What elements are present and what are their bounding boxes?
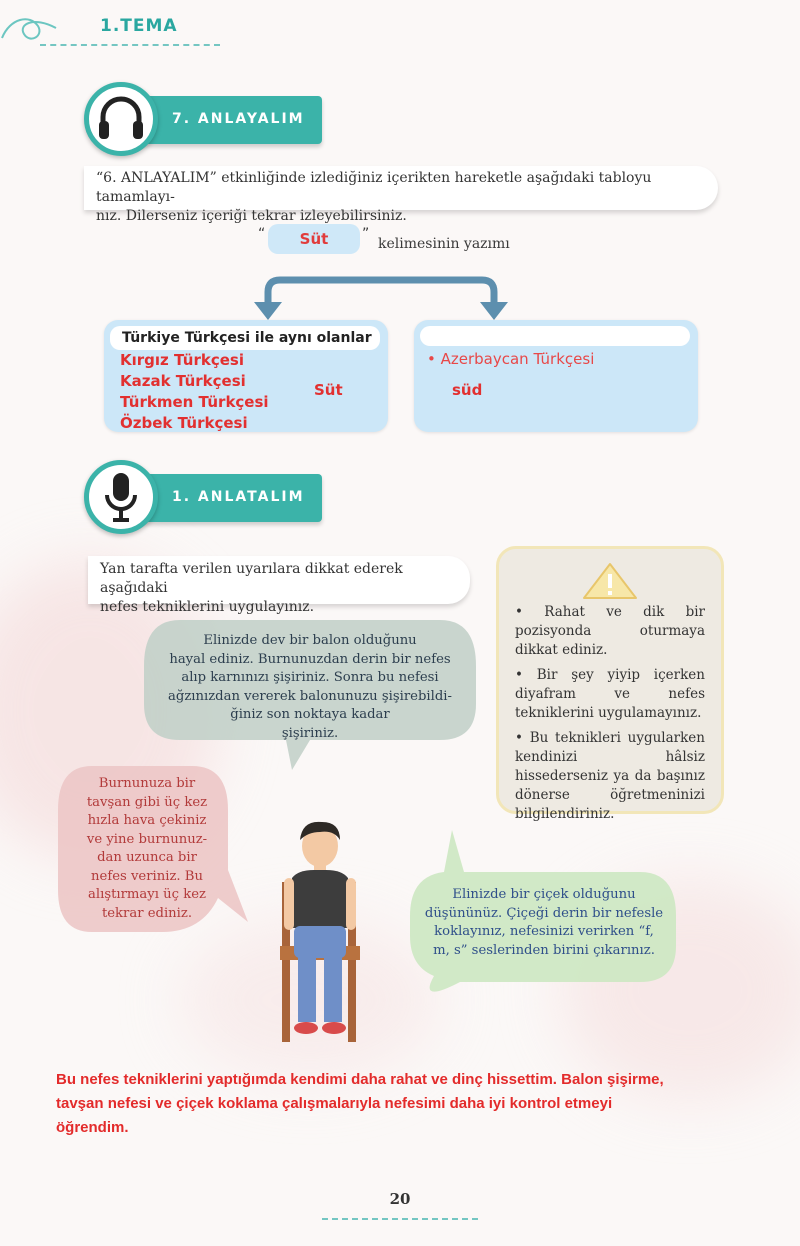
warning-item: • Bir şey yiyip içerken diyafram ve nefes tekniklerini uygulamayınız. bbox=[515, 667, 705, 721]
bubble-line: koklayınız, nefesinizi verirken “f, bbox=[434, 924, 654, 939]
instruction-box bbox=[88, 556, 470, 615]
bubble-line: Elinizde dev bir balon olduğunu bbox=[203, 633, 417, 648]
list-item: Kırgız Türkçesi bbox=[120, 351, 244, 369]
left-box-spelling: Süt bbox=[314, 381, 343, 399]
theme-title: 1.TEMA bbox=[100, 16, 178, 36]
bubble-line: şişiriniz. bbox=[281, 725, 339, 741]
bubble-line: Burnunuza bir bbox=[98, 776, 196, 791]
left-box-header: Türkiye Türkçesi ile aynı olanlar bbox=[110, 326, 380, 350]
right-box-spelling: süd bbox=[452, 381, 483, 399]
bubble-line: Elinizde bir çiçek olduğunu bbox=[452, 887, 636, 902]
list-item: Türkmen Türkçesi bbox=[120, 393, 269, 411]
instruction-line: Yan tarafta verilen uyarılara dikkat ederek aşağıdaki bbox=[100, 561, 403, 596]
banner-circle bbox=[84, 460, 158, 534]
bubble-line: tekrar ediniz. bbox=[101, 905, 193, 921]
page-number: 20 bbox=[389, 1190, 411, 1208]
word-answer-field[interactable]: Süt bbox=[268, 224, 360, 254]
instruction-box bbox=[84, 166, 718, 224]
left-box-list bbox=[120, 350, 269, 434]
bubble-line: ağzınızdan vererek balonunuzu şişirebildi- bbox=[168, 688, 452, 704]
flower-bubble-text bbox=[412, 886, 676, 960]
right-box-header bbox=[420, 326, 690, 346]
bubble-line: ğiniz son noktaya kadar bbox=[230, 707, 390, 722]
headphones-icon bbox=[89, 87, 153, 151]
boy-on-chair-illustration bbox=[270, 816, 370, 1046]
bubble-line: alıp karnınızı şişiriniz. Sonra bu nefesi bbox=[181, 670, 439, 685]
bubble-line: hayal ediniz. Burnunuzdan derin bir nefes bbox=[169, 651, 451, 667]
bubble-line: ve yine burnunuz- bbox=[86, 831, 208, 847]
warning-item: • Rahat ve dik bir pozisyonda oturmaya dikkat ediniz. bbox=[515, 604, 705, 658]
bubble-line: tavşan gibi üç kez bbox=[86, 794, 208, 810]
bubble-line: hızla hava çekiniz bbox=[87, 813, 207, 828]
bubble-line: m, s” seslerinden birini çıkarınız. bbox=[433, 942, 655, 958]
banner-label: 1. ANLATALIM bbox=[172, 489, 305, 505]
header-divider bbox=[40, 44, 220, 46]
balloon-bubble-text bbox=[150, 632, 470, 743]
bubble-line: alıştırmayı üç kez bbox=[88, 887, 206, 902]
answer-line: tavşan nefesi ve çiçek koklama çalışmalarıyla nefesimi daha iyi kontrol etmeyi bbox=[56, 1095, 613, 1112]
right-box-item: • Azerbaycan Türkçesi bbox=[427, 350, 595, 368]
footer-divider bbox=[322, 1218, 478, 1220]
list-item: Kazak Türkçesi bbox=[120, 372, 246, 390]
bubble-line: nefes veriniz. Bu bbox=[91, 868, 203, 884]
banner-label: 7. ANLAYALIM bbox=[172, 111, 305, 127]
answer-text bbox=[56, 1068, 776, 1140]
quote-close: ” bbox=[362, 226, 370, 242]
bubble-line: düşününüz. Çiçeği derin bir nefesle bbox=[424, 905, 664, 921]
quote-open: “ bbox=[258, 226, 266, 242]
instruction-line: nız. Dilerseniz içeriği tekrar izleyebilirsiniz. bbox=[96, 208, 407, 224]
warning-icon bbox=[580, 560, 640, 602]
banner-circle bbox=[84, 82, 158, 156]
rabbit-bubble-text bbox=[62, 775, 232, 923]
bubble-line: dan uzunca bir bbox=[97, 850, 197, 865]
instruction-line: nefes tekniklerini uygulayınız. bbox=[100, 599, 315, 615]
microphone-icon bbox=[89, 465, 153, 529]
warning-item: • Bu teknikleri uygularken kendinizi hâlsiz hissederseniz ya da başınız dönerse öğretmeninizi bilgilendiriniz. bbox=[515, 730, 705, 822]
word-suffix: kelimesinin yazımı bbox=[378, 236, 510, 252]
list-item: Özbek Türkçesi bbox=[120, 414, 248, 432]
branch-arrows-icon bbox=[240, 262, 530, 322]
answer-line: Bu nefes tekniklerini yaptığımda kendimi daha rahat ve dinç hissettim. Balon şişirme, bbox=[56, 1071, 664, 1088]
instruction-line: “6. ANLAYALIM” etkinliğinde izlediğiniz içerikten hareketle aşağıdaki tabloyu tamamlayı- bbox=[96, 170, 652, 205]
answer-line: öğrendim. bbox=[56, 1119, 129, 1136]
